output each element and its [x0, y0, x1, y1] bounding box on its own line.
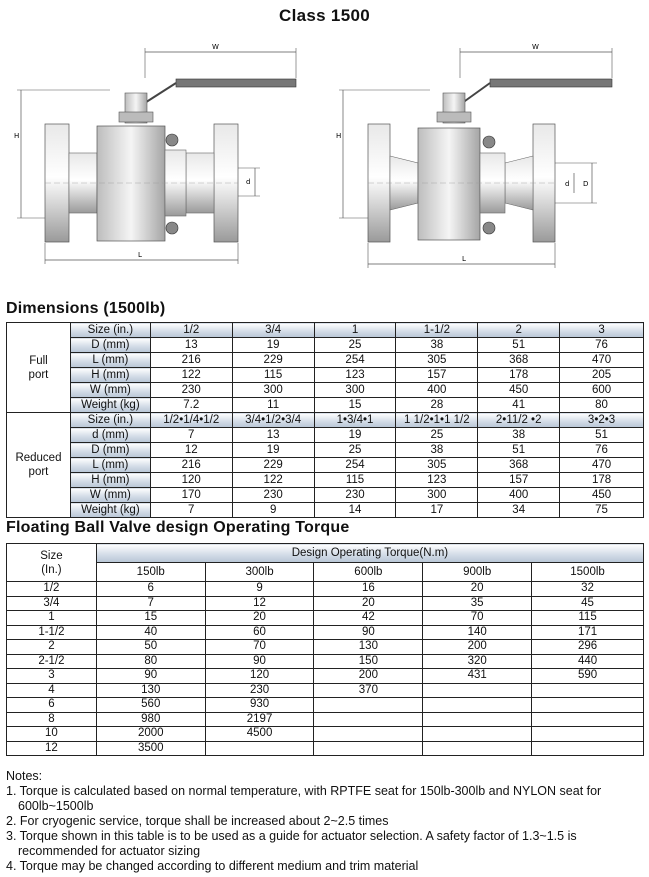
dimension-cell: 19	[314, 428, 396, 443]
size-header	[7, 544, 97, 582]
torque-cell: 20	[423, 582, 532, 597]
dimension-label: Size (in.)	[70, 413, 150, 428]
full-port-row	[7, 323, 644, 338]
dim-d-large-label-right: D	[583, 180, 589, 188]
dimension-cell: 3/4•1/2•3/4	[232, 413, 314, 428]
torque-cell	[423, 698, 532, 713]
pressure-class-header: 300lb	[205, 563, 314, 582]
dim-h-label: H	[14, 132, 20, 140]
full-port-row	[7, 368, 644, 383]
torque-cell	[314, 698, 423, 713]
torque-cell	[314, 712, 423, 727]
torque-cell: 130	[314, 640, 423, 655]
torque-cell: 42	[314, 611, 423, 626]
torque-title: Floating Ball Valve design Operating Torque	[6, 519, 350, 536]
dimension-cell: 7	[150, 503, 232, 518]
dimension-cell: 300	[314, 383, 396, 398]
torque-cell: 560	[96, 698, 205, 713]
note-line: 4. Torque may be changed according to different medium and trim material	[6, 859, 419, 873]
torque-cell: 40	[96, 625, 205, 640]
design-torque-header: Design Operating Torque(N.m)	[96, 544, 643, 563]
torque-cell: 12	[205, 596, 314, 611]
torque-cell: 296	[532, 640, 644, 655]
dimension-cell: 19	[232, 443, 314, 458]
torque-cell	[532, 741, 644, 756]
page-title: Class 1500	[279, 6, 370, 25]
dimension-cell: 7.2	[150, 398, 232, 413]
dimension-cell: 120	[150, 473, 232, 488]
dimension-cell: 178	[560, 473, 644, 488]
torque-cell: 370	[314, 683, 423, 698]
dimension-cell: 300	[396, 488, 478, 503]
torque-cell: 200	[423, 640, 532, 655]
full-port-row	[7, 383, 644, 398]
dimension-cell: 368	[478, 458, 560, 473]
dim-l-label-right: L	[462, 255, 466, 263]
dimension-label: d (mm)	[70, 428, 150, 443]
torque-cell: 50	[96, 640, 205, 655]
torque-cell: 70	[423, 611, 532, 626]
torque-size-cell: 6	[7, 698, 97, 713]
dimension-cell: 470	[560, 458, 644, 473]
torque-cell	[314, 741, 423, 756]
size-header-line1: Size	[40, 549, 63, 562]
dimension-cell: 51	[560, 428, 644, 443]
torque-cell	[205, 741, 314, 756]
dimension-cell: 80	[560, 398, 644, 413]
torque-cell: 2197	[205, 712, 314, 727]
torque-cell: 150	[314, 654, 423, 669]
dimension-cell: 14	[314, 503, 396, 518]
torque-cell	[532, 727, 644, 742]
torque-row	[7, 698, 644, 713]
dimension-cell: 76	[560, 443, 644, 458]
torque-cell: 4500	[205, 727, 314, 742]
full-port-label-line1: Full	[29, 354, 48, 367]
dimension-cell: 170	[150, 488, 232, 503]
reduced-port-row	[7, 413, 644, 428]
torque-cell: 320	[423, 654, 532, 669]
dimension-cell: 122	[232, 473, 314, 488]
reduced-port-row	[7, 473, 644, 488]
torque-row	[7, 596, 644, 611]
torque-size-cell: 3	[7, 669, 97, 684]
torque-row	[7, 582, 644, 597]
torque-cell	[532, 683, 644, 698]
dimension-cell: 400	[396, 383, 478, 398]
dimension-label: W (mm)	[70, 383, 150, 398]
dimension-cell: 28	[396, 398, 478, 413]
dimension-cell: 7	[150, 428, 232, 443]
notes-heading: Notes:	[6, 769, 43, 783]
note-line: 3. Torque shown in this table is to be used as a guide for actuator selection. A safety factor of 1.3~1.5 is	[6, 829, 577, 843]
size-header-line2: (In.)	[41, 563, 62, 576]
dim-h-label-right: H	[336, 132, 342, 140]
dimension-cell: 75	[560, 503, 644, 518]
torque-cell	[423, 683, 532, 698]
torque-size-cell: 3/4	[7, 596, 97, 611]
dimension-cell: 1-1/2	[396, 323, 478, 338]
dimension-cell: 25	[314, 338, 396, 353]
dimension-cell: 34	[478, 503, 560, 518]
dimension-cell: 51	[478, 338, 560, 353]
dimension-cell: 600	[560, 383, 644, 398]
torque-cell: 70	[205, 640, 314, 655]
dimension-cell: 470	[560, 353, 644, 368]
torque-size-cell: 10	[7, 727, 97, 742]
dimension-cell: 1	[314, 323, 396, 338]
dimension-cell: 51	[478, 443, 560, 458]
note-line-continued: recommended for actuator sizing	[18, 844, 201, 858]
dimension-cell: 1•3/4•1	[314, 413, 396, 428]
torque-row	[7, 625, 644, 640]
dimension-cell: 205	[560, 368, 644, 383]
torque-cell	[423, 727, 532, 742]
dimension-cell: 157	[478, 473, 560, 488]
note-line: 1. Torque is calculated based on normal temperature, with RPTFE seat for 150lb-300lb and NYLON seat for	[6, 784, 602, 798]
torque-cell: 590	[532, 669, 644, 684]
dimension-cell: 300	[232, 383, 314, 398]
torque-cell: 45	[532, 596, 644, 611]
torque-cell	[423, 712, 532, 727]
dimension-cell: 13	[232, 428, 314, 443]
dimension-cell: 2•11/2 •2	[478, 413, 560, 428]
torque-cell: 15	[96, 611, 205, 626]
dimension-cell: 25	[314, 443, 396, 458]
dimension-label: H (mm)	[70, 473, 150, 488]
dimension-cell: 254	[314, 458, 396, 473]
dimension-cell: 115	[314, 473, 396, 488]
torque-cell: 980	[96, 712, 205, 727]
torque-cell: 35	[423, 596, 532, 611]
torque-cell: 115	[532, 611, 644, 626]
torque-cell: 3500	[96, 741, 205, 756]
torque-size-cell: 4	[7, 683, 97, 698]
full-port-valve-drawing	[14, 43, 296, 264]
dimension-label: L (mm)	[70, 458, 150, 473]
pressure-class-header: 900lb	[423, 563, 532, 582]
dimension-label: D (mm)	[70, 338, 150, 353]
dimension-cell: 123	[314, 368, 396, 383]
dimension-label: Weight (kg)	[70, 398, 150, 413]
torque-cell: 130	[96, 683, 205, 698]
dimension-cell: 12	[150, 443, 232, 458]
full-port-label-line2: port	[28, 368, 49, 381]
torque-cell: 440	[532, 654, 644, 669]
reduced-port-row	[7, 503, 644, 518]
torque-cell: 230	[205, 683, 314, 698]
reduced-port-row	[7, 443, 644, 458]
dimension-label: L (mm)	[70, 353, 150, 368]
dimension-cell: 25	[396, 428, 478, 443]
dimension-cell: 13	[150, 338, 232, 353]
dimensions-table	[6, 322, 644, 518]
torque-cell: 171	[532, 625, 644, 640]
torque-row	[7, 669, 644, 684]
dimension-cell: 450	[560, 488, 644, 503]
dimension-cell: 400	[478, 488, 560, 503]
full-port-row	[7, 398, 644, 413]
torque-cell: 90	[96, 669, 205, 684]
dimension-cell: 76	[560, 338, 644, 353]
dimension-label: Size (in.)	[70, 323, 150, 338]
torque-size-cell: 12	[7, 741, 97, 756]
dimension-cell: 3	[560, 323, 644, 338]
note-line: 2. For cryogenic service, torque shall be increased about 2~2.5 times	[6, 814, 389, 828]
reduced-port-row	[7, 428, 644, 443]
reduced-port-label-line1: Reduced	[15, 452, 62, 464]
torque-cell: 32	[532, 582, 644, 597]
notes	[6, 769, 642, 874]
reduced-port-valve-drawing	[336, 43, 612, 268]
torque-row	[7, 640, 644, 655]
dimension-label: W (mm)	[70, 488, 150, 503]
torque-cell: 16	[314, 582, 423, 597]
dimension-cell: 11	[232, 398, 314, 413]
torque-cell: 6	[96, 582, 205, 597]
dim-w-label-right: W	[532, 43, 539, 51]
dimension-cell: 115	[232, 368, 314, 383]
reduced-port-row	[7, 488, 644, 503]
dimension-cell: 230	[150, 383, 232, 398]
reduced-port-label-line2: port	[28, 466, 49, 478]
pressure-class-header: 1500lb	[532, 563, 644, 582]
torque-cell: 431	[423, 669, 532, 684]
torque-size-cell: 2	[7, 640, 97, 655]
dimension-cell: 216	[150, 458, 232, 473]
torque-cell: 200	[314, 669, 423, 684]
dimension-cell: 38	[396, 443, 478, 458]
torque-cell: 9	[205, 582, 314, 597]
dimension-cell: 229	[232, 353, 314, 368]
full-port-label	[7, 323, 71, 413]
dimension-cell: 368	[478, 353, 560, 368]
torque-cell	[532, 698, 644, 713]
torque-row	[7, 654, 644, 669]
torque-cell: 80	[96, 654, 205, 669]
dimension-cell: 1/2	[150, 323, 232, 338]
pressure-class-header: 150lb	[96, 563, 205, 582]
dimension-cell: 305	[396, 458, 478, 473]
torque-cell: 90	[205, 654, 314, 669]
note-line-continued: 600lb~1500lb	[18, 799, 94, 813]
dimensions-title: Dimensions (1500lb)	[6, 300, 166, 317]
torque-size-cell: 2-1/2	[7, 654, 97, 669]
reduced-port-label	[7, 413, 71, 518]
torque-row	[7, 712, 644, 727]
reduced-port-row	[7, 458, 644, 473]
torque-size-cell: 1-1/2	[7, 625, 97, 640]
torque-cell	[423, 741, 532, 756]
torque-cell: 20	[314, 596, 423, 611]
dimension-cell: 230	[232, 488, 314, 503]
torque-cell: 90	[314, 625, 423, 640]
dimension-label: H (mm)	[70, 368, 150, 383]
dimension-cell: 1/2•1/4•1/2	[150, 413, 232, 428]
torque-cell	[532, 712, 644, 727]
dimension-cell: 2	[478, 323, 560, 338]
dimension-cell: 178	[478, 368, 560, 383]
dimension-cell: 3•2•3	[560, 413, 644, 428]
torque-row	[7, 611, 644, 626]
torque-cell: 120	[205, 669, 314, 684]
dim-d-small-label-right: d	[565, 180, 570, 188]
pressure-class-header: 600lb	[314, 563, 423, 582]
dimension-cell: 254	[314, 353, 396, 368]
dimension-cell: 123	[396, 473, 478, 488]
dimension-cell: 1 1/2•1•1 1/2	[396, 413, 478, 428]
dimension-cell: 15	[314, 398, 396, 413]
dimension-cell: 157	[396, 368, 478, 383]
dimension-cell: 9	[232, 503, 314, 518]
dimension-cell: 305	[396, 353, 478, 368]
dimension-cell: 41	[478, 398, 560, 413]
torque-cell: 20	[205, 611, 314, 626]
torque-cell: 2000	[96, 727, 205, 742]
torque-table	[6, 543, 644, 756]
dimension-cell: 450	[478, 383, 560, 398]
dimension-cell: 122	[150, 368, 232, 383]
torque-cell: 7	[96, 596, 205, 611]
dimension-label: Weight (kg)	[70, 503, 150, 518]
dimension-cell: 19	[232, 338, 314, 353]
torque-size-cell: 1/2	[7, 582, 97, 597]
full-port-row	[7, 353, 644, 368]
torque-cell: 140	[423, 625, 532, 640]
valve-drawings	[0, 38, 649, 278]
torque-row	[7, 727, 644, 742]
full-port-row	[7, 338, 644, 353]
dimension-cell: 216	[150, 353, 232, 368]
torque-cell	[314, 727, 423, 742]
dim-w-label: W	[212, 43, 219, 51]
dimension-cell: 230	[314, 488, 396, 503]
dimension-cell: 38	[478, 428, 560, 443]
torque-cell: 930	[205, 698, 314, 713]
torque-size-cell: 8	[7, 712, 97, 727]
dimension-cell: 229	[232, 458, 314, 473]
dimension-cell: 38	[396, 338, 478, 353]
dimension-cell: 17	[396, 503, 478, 518]
torque-size-cell: 1	[7, 611, 97, 626]
dimension-cell: 3/4	[232, 323, 314, 338]
dimension-label: D (mm)	[70, 443, 150, 458]
torque-row	[7, 683, 644, 698]
torque-row	[7, 741, 644, 756]
dim-l-label: L	[138, 251, 142, 259]
dim-d-label: d	[246, 178, 251, 186]
torque-cell: 60	[205, 625, 314, 640]
